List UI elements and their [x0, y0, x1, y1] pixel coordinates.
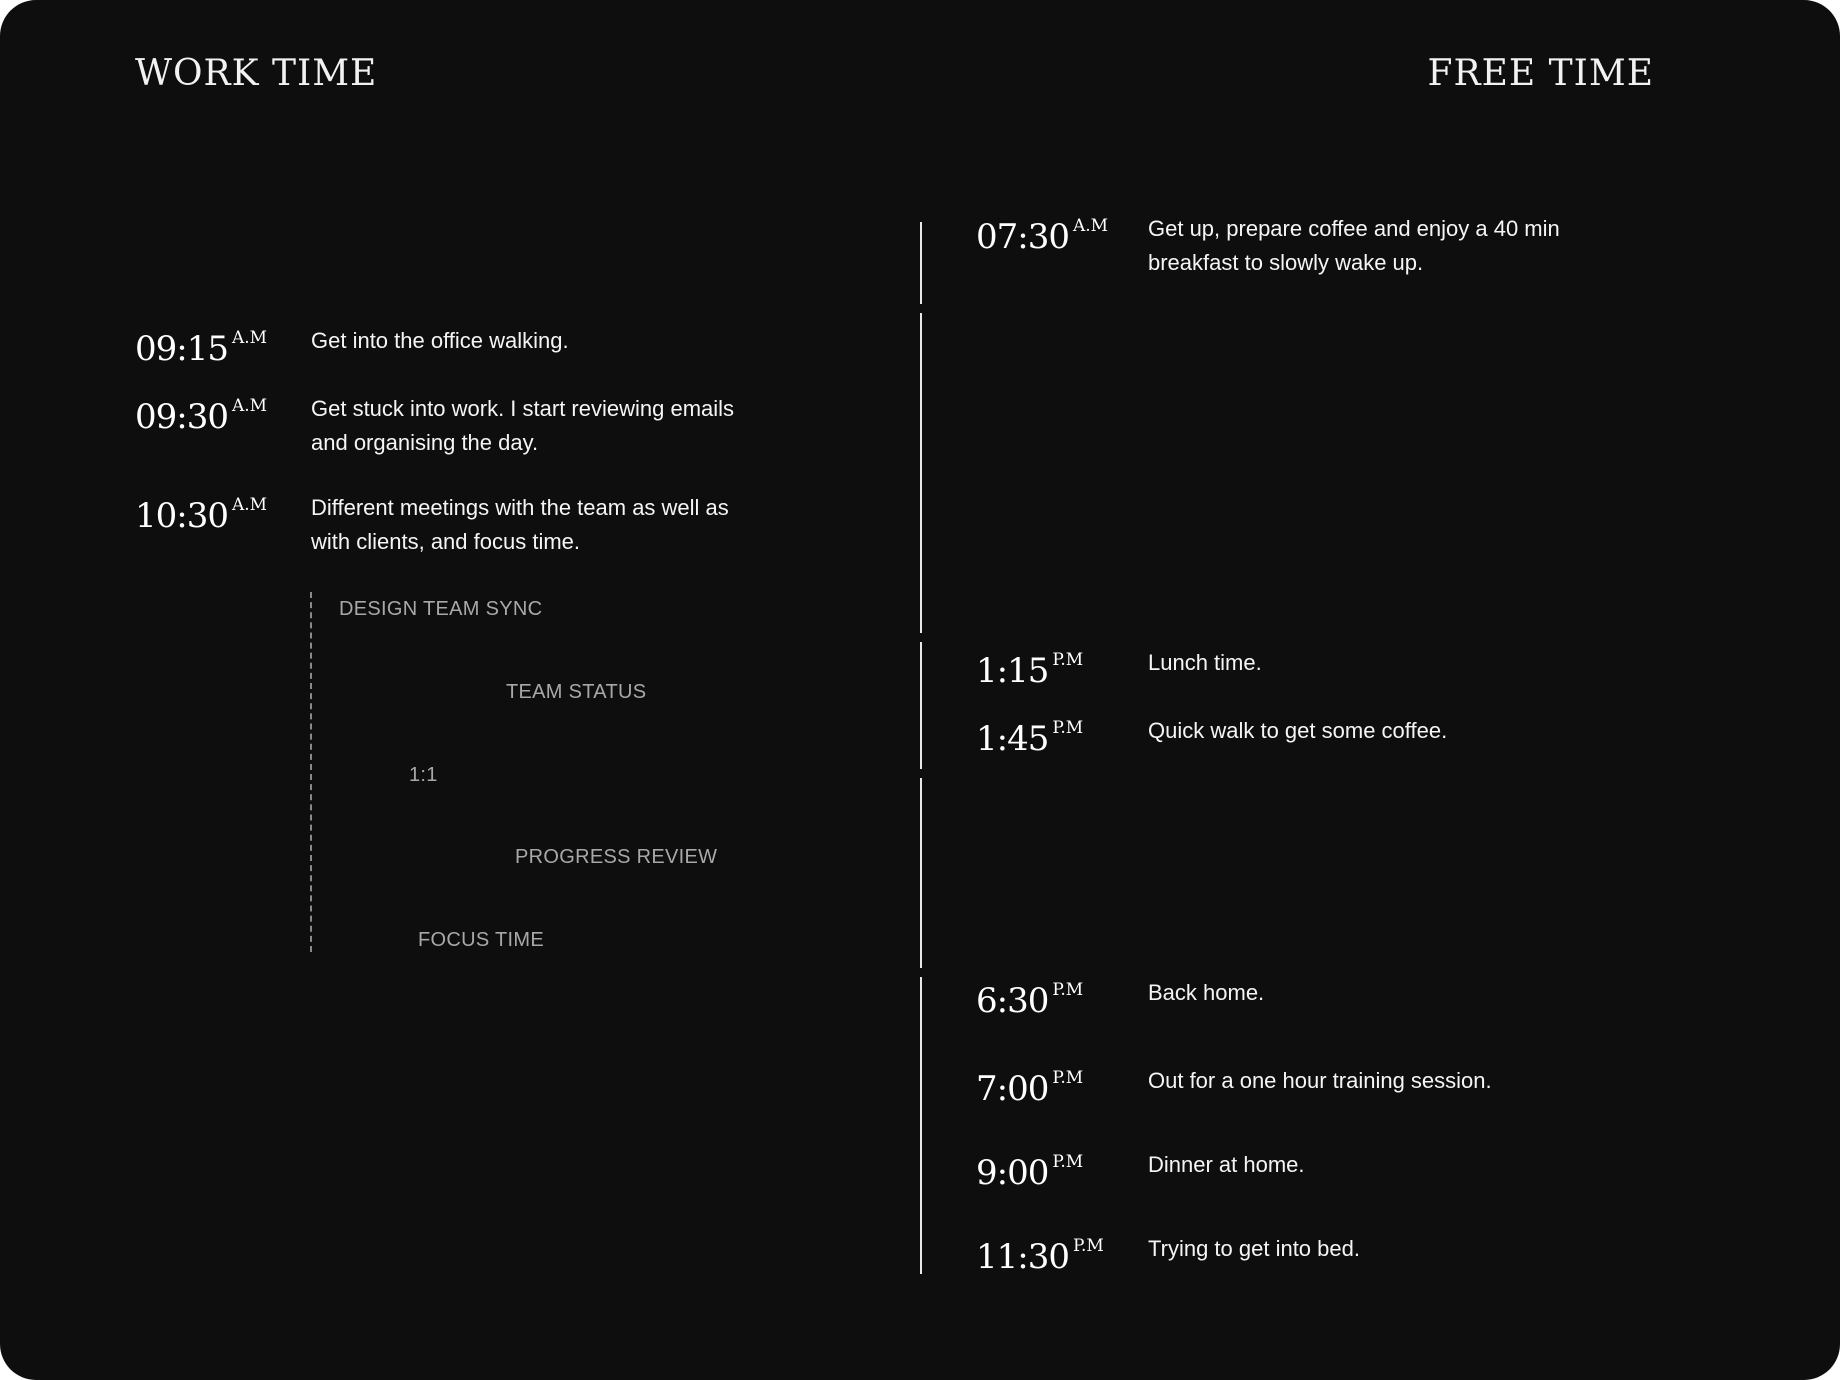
timeline-segment	[920, 222, 922, 304]
entry-time: 11:30 $^{P.M}$	[976, 1236, 1104, 1277]
entry-description: Back home.	[1148, 980, 1265, 1005]
entry-time: 1:15 $^{P.M}$	[976, 650, 1084, 691]
entry-description: Get up, prepare coffee and enjoy a 40 min breakfast to slowly wake up.	[1148, 216, 1560, 275]
meeting-team-status: TEAM STATUS	[506, 681, 647, 703]
work-time-heading: WORK TIME	[135, 53, 378, 94]
entry-time: 9:00 $^{P.M}$	[976, 1152, 1084, 1193]
entry-description: Dinner at home.	[1148, 1152, 1305, 1177]
entry-time: 7:00 $^{P.M}$	[976, 1068, 1084, 1109]
entry-description: Get into the office walking.	[311, 328, 569, 353]
timeline-segment	[920, 977, 922, 1274]
entry-description: Out for a one hour training session.	[1148, 1068, 1492, 1093]
meeting-focus-time: FOCUS TIME	[418, 929, 544, 951]
entry-description: Trying to get into bed.	[1148, 1236, 1360, 1261]
meeting-progress-review: PROGRESS REVIEW	[515, 846, 718, 868]
entry-description: Quick walk to get some coffee.	[1148, 718, 1448, 743]
entry-time: 1:45 $^{P.M}$	[976, 718, 1084, 759]
meetings-divider	[310, 592, 312, 952]
timeline-segment	[920, 778, 922, 968]
entry-time: 09:15 $^{A.M}$	[135, 328, 268, 369]
meeting-design-team-sync: DESIGN TEAM SYNC	[339, 598, 543, 620]
entry-description: Lunch time.	[1148, 650, 1262, 675]
entry-time: 09:30 $^{A.M}$	[135, 396, 268, 437]
entry-description: Get stuck into work. I start reviewing emails and organising the day.	[311, 396, 735, 455]
free-time-heading: FREE TIME	[1427, 53, 1654, 94]
entry-time: 6:30 $^{P.M}$	[976, 980, 1084, 1021]
entry-time: 07:30 $^{A.M}$	[976, 216, 1109, 257]
meeting-one-on-one: 1:1	[409, 764, 438, 786]
entry-time: 10:30 $^{A.M}$	[135, 495, 268, 536]
timeline-segment	[920, 313, 922, 633]
entry-description: Different meetings with the team as well as with clients, and focus time.	[311, 495, 729, 554]
timeline-segment	[920, 642, 922, 769]
